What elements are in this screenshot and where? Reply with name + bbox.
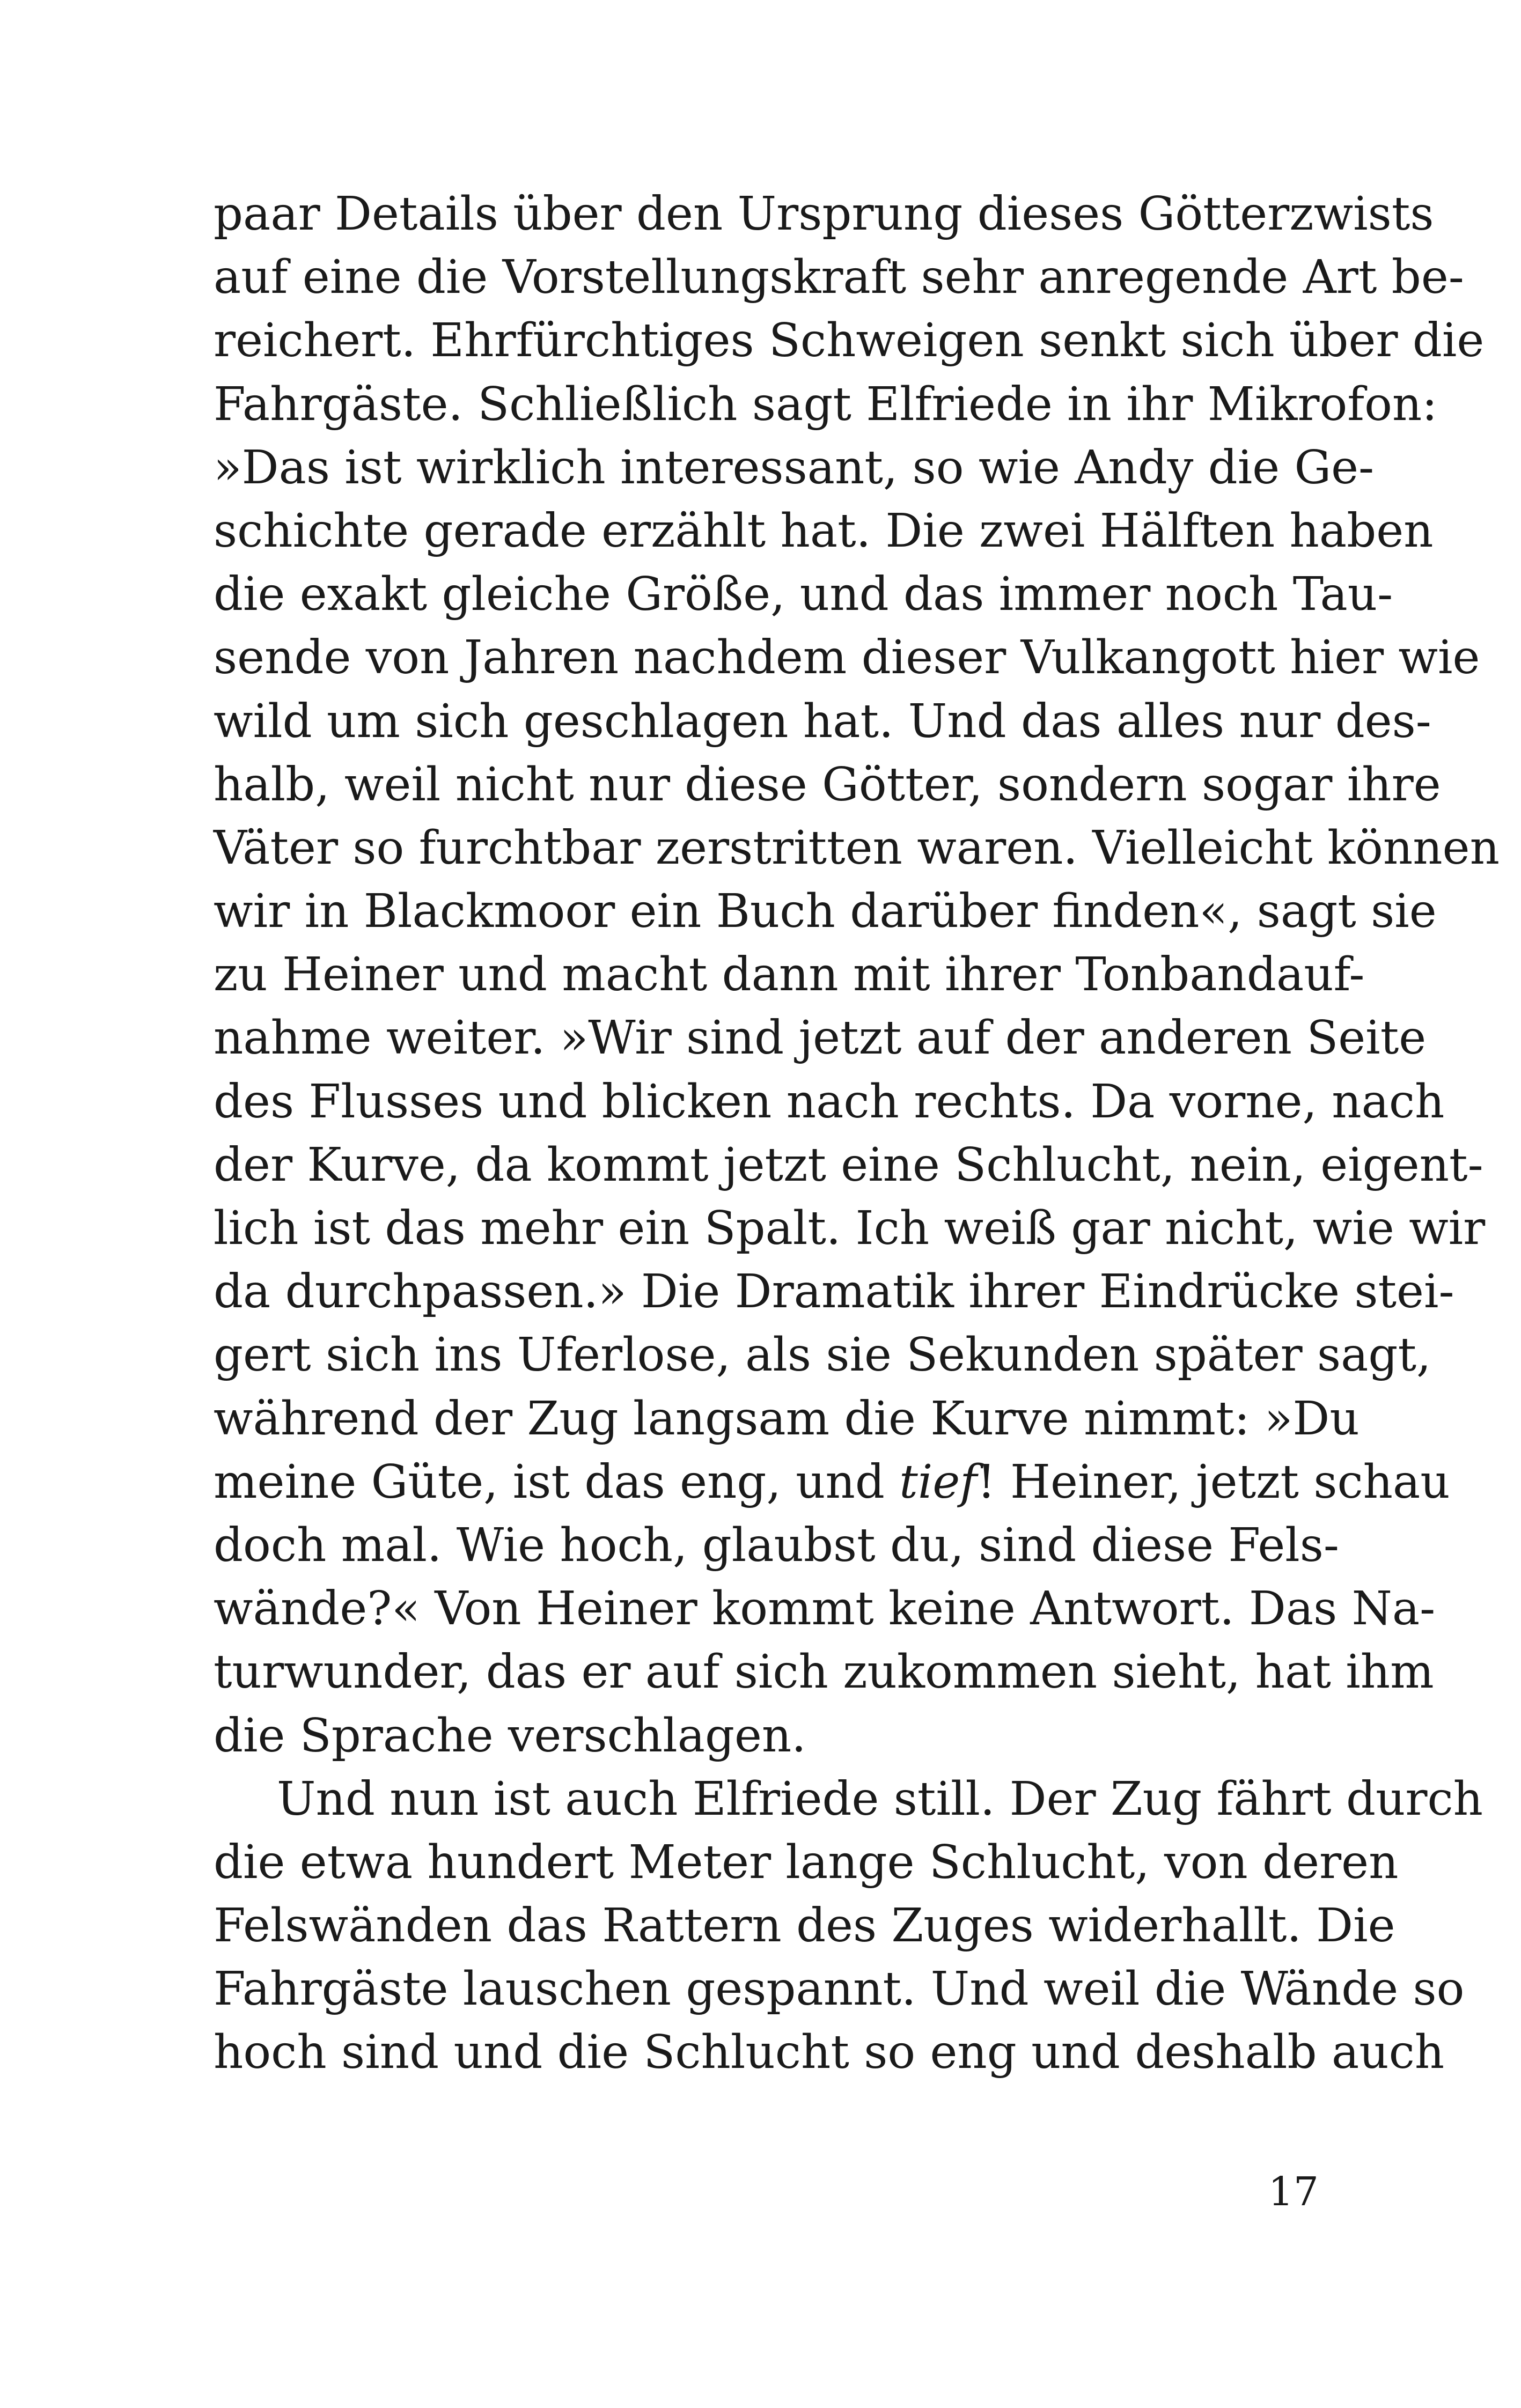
text-line: hoch sind und die Schlucht so eng und deshalb auch (214, 2026, 1445, 2080)
text-line: Fahrgäste lauschen gespannt. Und weil die Wände so (214, 1962, 1465, 2016)
text-line: zu Heiner und macht dann mit ihrer Tonbandauf- (214, 948, 1365, 1002)
italic-word: tief (899, 1455, 978, 1509)
text-line: sende von Jahren nachdem dieser Vulkangott hier wie (214, 631, 1480, 685)
text-line: die exakt gleiche Größe, und das immer noch Tau- (214, 568, 1393, 622)
page-number: 17 (1268, 2169, 1319, 2215)
text-line: des Flusses und blicken nach rechts. Da vorne, nach (214, 1074, 1445, 1129)
text-line: wände?« Von Heiner kommt keine Antwort. Das Na- (214, 1582, 1436, 1636)
text-line: gert sich ins Uferlose, als sie Sekunden später sagt, (214, 1328, 1431, 1382)
text-line: während der Zug langsam die Kurve nimmt: »Du (214, 1391, 1360, 1446)
text-line: da durchpassen.» Die Dramatik ihrer Eindrücke stei- (214, 1265, 1454, 1319)
text-line: wild um sich geschlagen hat. Und das alles nur des- (214, 694, 1431, 748)
text-line: nahme weiter. »Wir sind jetzt auf der anderen Seite (214, 1011, 1427, 1065)
text-line-with-italic (214, 1450, 1450, 1514)
paragraph-1 (214, 182, 1500, 1768)
text-line: turwunder, das er auf sich zukommen sieht, hat ihm (214, 1645, 1434, 1699)
text-line: die etwa hundert Meter lange Schlucht, von deren (214, 1835, 1399, 1889)
text-segment: meine Güte, ist das eng, und (214, 1455, 900, 1509)
text-line: halb, weil nicht nur diese Götter, sondern sogar ihre (214, 757, 1441, 812)
text-line: der Kurve, da kommt jetzt eine Schlucht, nein, eigent- (214, 1138, 1483, 1192)
text-line: Väter so furchtbar zerstritten waren. Vielleicht können (214, 821, 1500, 875)
text-segment: ! Heiner, jetzt schau (977, 1455, 1450, 1509)
text-line: wir in Blackmoor ein Buch darüber finden«, sagt sie (214, 885, 1437, 939)
text-line: Fahrgäste. Schließlich sagt Elfriede in ihr Mikrofon: (214, 377, 1438, 431)
text-line: »Das ist wirklich interessant, so wie Andy die Ge- (214, 440, 1375, 495)
text-line: paar Details über den Ursprung dieses Götterzwists (214, 187, 1434, 241)
text-line: Und nun ist auch Elfriede still. Der Zug fährt durch (277, 1772, 1483, 1826)
text-line: reichert. Ehrfürchtiges Schweigen senkt sich über die (214, 314, 1485, 368)
text-line: auf eine die Vorstellungskraft sehr anregende Art be- (214, 251, 1464, 305)
text-line: schichte gerade erzählt hat. Die zwei Hälften haben (214, 504, 1434, 558)
paragraph-2 (214, 1768, 1483, 2085)
text-line: lich ist das mehr ein Spalt. Ich weiß gar nicht, wie wir (214, 1202, 1486, 1255)
text-line: doch mal. Wie hoch, glaubst du, sind diese Fels- (214, 1518, 1339, 1572)
text-line: die Sprache verschlagen. (214, 1709, 806, 1763)
text-line: Felswänden das Rattern des Zuges widerhallt. Die (214, 1899, 1395, 1953)
body-text (214, 182, 1500, 2085)
